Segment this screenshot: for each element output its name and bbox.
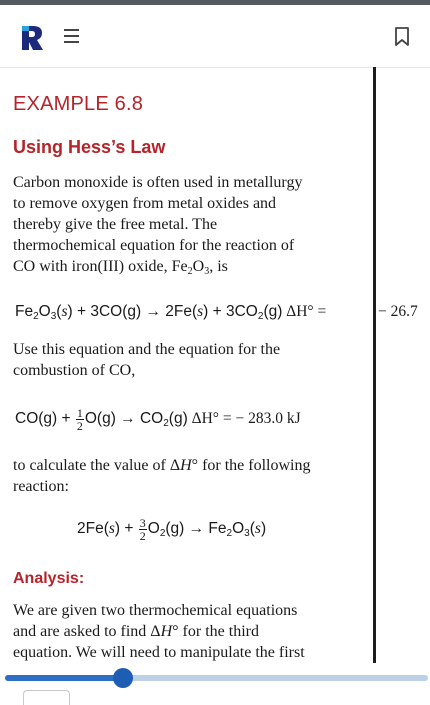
equation-co-combustion: CO(g) + $\frac{1}{2}$ $O(g) \to CO_2(g) \Delta H^\circ$ = − 283.0 kJ [15, 406, 301, 433]
hamburger-menu-icon[interactable] [64, 29, 80, 45]
text-line: thermochemical equation for the reaction of [13, 237, 295, 254]
fraction-three-halves: $\frac{3}{2}$ [139, 516, 146, 543]
enthalpy-label: ΔH° = − 283.0 kJ [191, 410, 301, 428]
text-line: Use this equation and the equation for the [13, 341, 281, 358]
equation-iron-oxide: $Fe_2O_3(s) + 3CO(g) \to 2Fe(s) + 3CO_2(g) \Delta H^\circ$ = [15, 303, 327, 322]
bookmark-icon[interactable] [394, 27, 410, 47]
section-title: Using Hess’s Law [13, 137, 166, 157]
text-line: thereby give the free metal. The [13, 216, 218, 233]
combustion-paragraph [13, 339, 343, 381]
brand-logo-icon[interactable] [20, 25, 44, 51]
enthalpy-label: ΔH° = [286, 303, 327, 320]
analysis-paragraph [13, 600, 343, 663]
text-line: to calculate the value of ΔH° for the following [13, 457, 311, 474]
text-line: to remove oxygen from metal oxides and [13, 195, 277, 212]
bottom-panel-tab[interactable] [23, 690, 70, 705]
example-title: EXAMPLE 6.8 [13, 93, 144, 115]
progress-thumb[interactable] [113, 668, 133, 688]
text-line: reaction: [13, 478, 69, 495]
reading-pane [0, 67, 430, 667]
equation-target: 2Fe(s) + $\frac{3}{2}$ $O_2(g) \to Fe_2O_3(s)$ [77, 516, 267, 543]
text-line: Carbon monoxide is often used in metallurgy [13, 174, 303, 191]
app-header [0, 5, 430, 68]
text-line: CO with iron(III) oxide, $Fe_2O_3$, is [13, 258, 228, 277]
analysis-heading: Analysis: [13, 570, 85, 587]
calculate-paragraph [13, 455, 343, 497]
text-line: equation. We will need to manipulate the first [13, 644, 305, 661]
enthalpy-value: − 26.7 [378, 303, 418, 320]
text-line: combustion of CO, [13, 362, 136, 379]
reading-progress-slider[interactable] [5, 671, 428, 685]
progress-fill [5, 675, 123, 681]
text-line: and are asked to find ΔH° for the third [13, 623, 259, 640]
intro-paragraph [13, 172, 343, 277]
fraction-one-half: $\frac{1}{2}$ [76, 406, 83, 433]
vertical-divider [373, 67, 376, 663]
text-line: We are given two thermochemical equations [13, 602, 298, 619]
